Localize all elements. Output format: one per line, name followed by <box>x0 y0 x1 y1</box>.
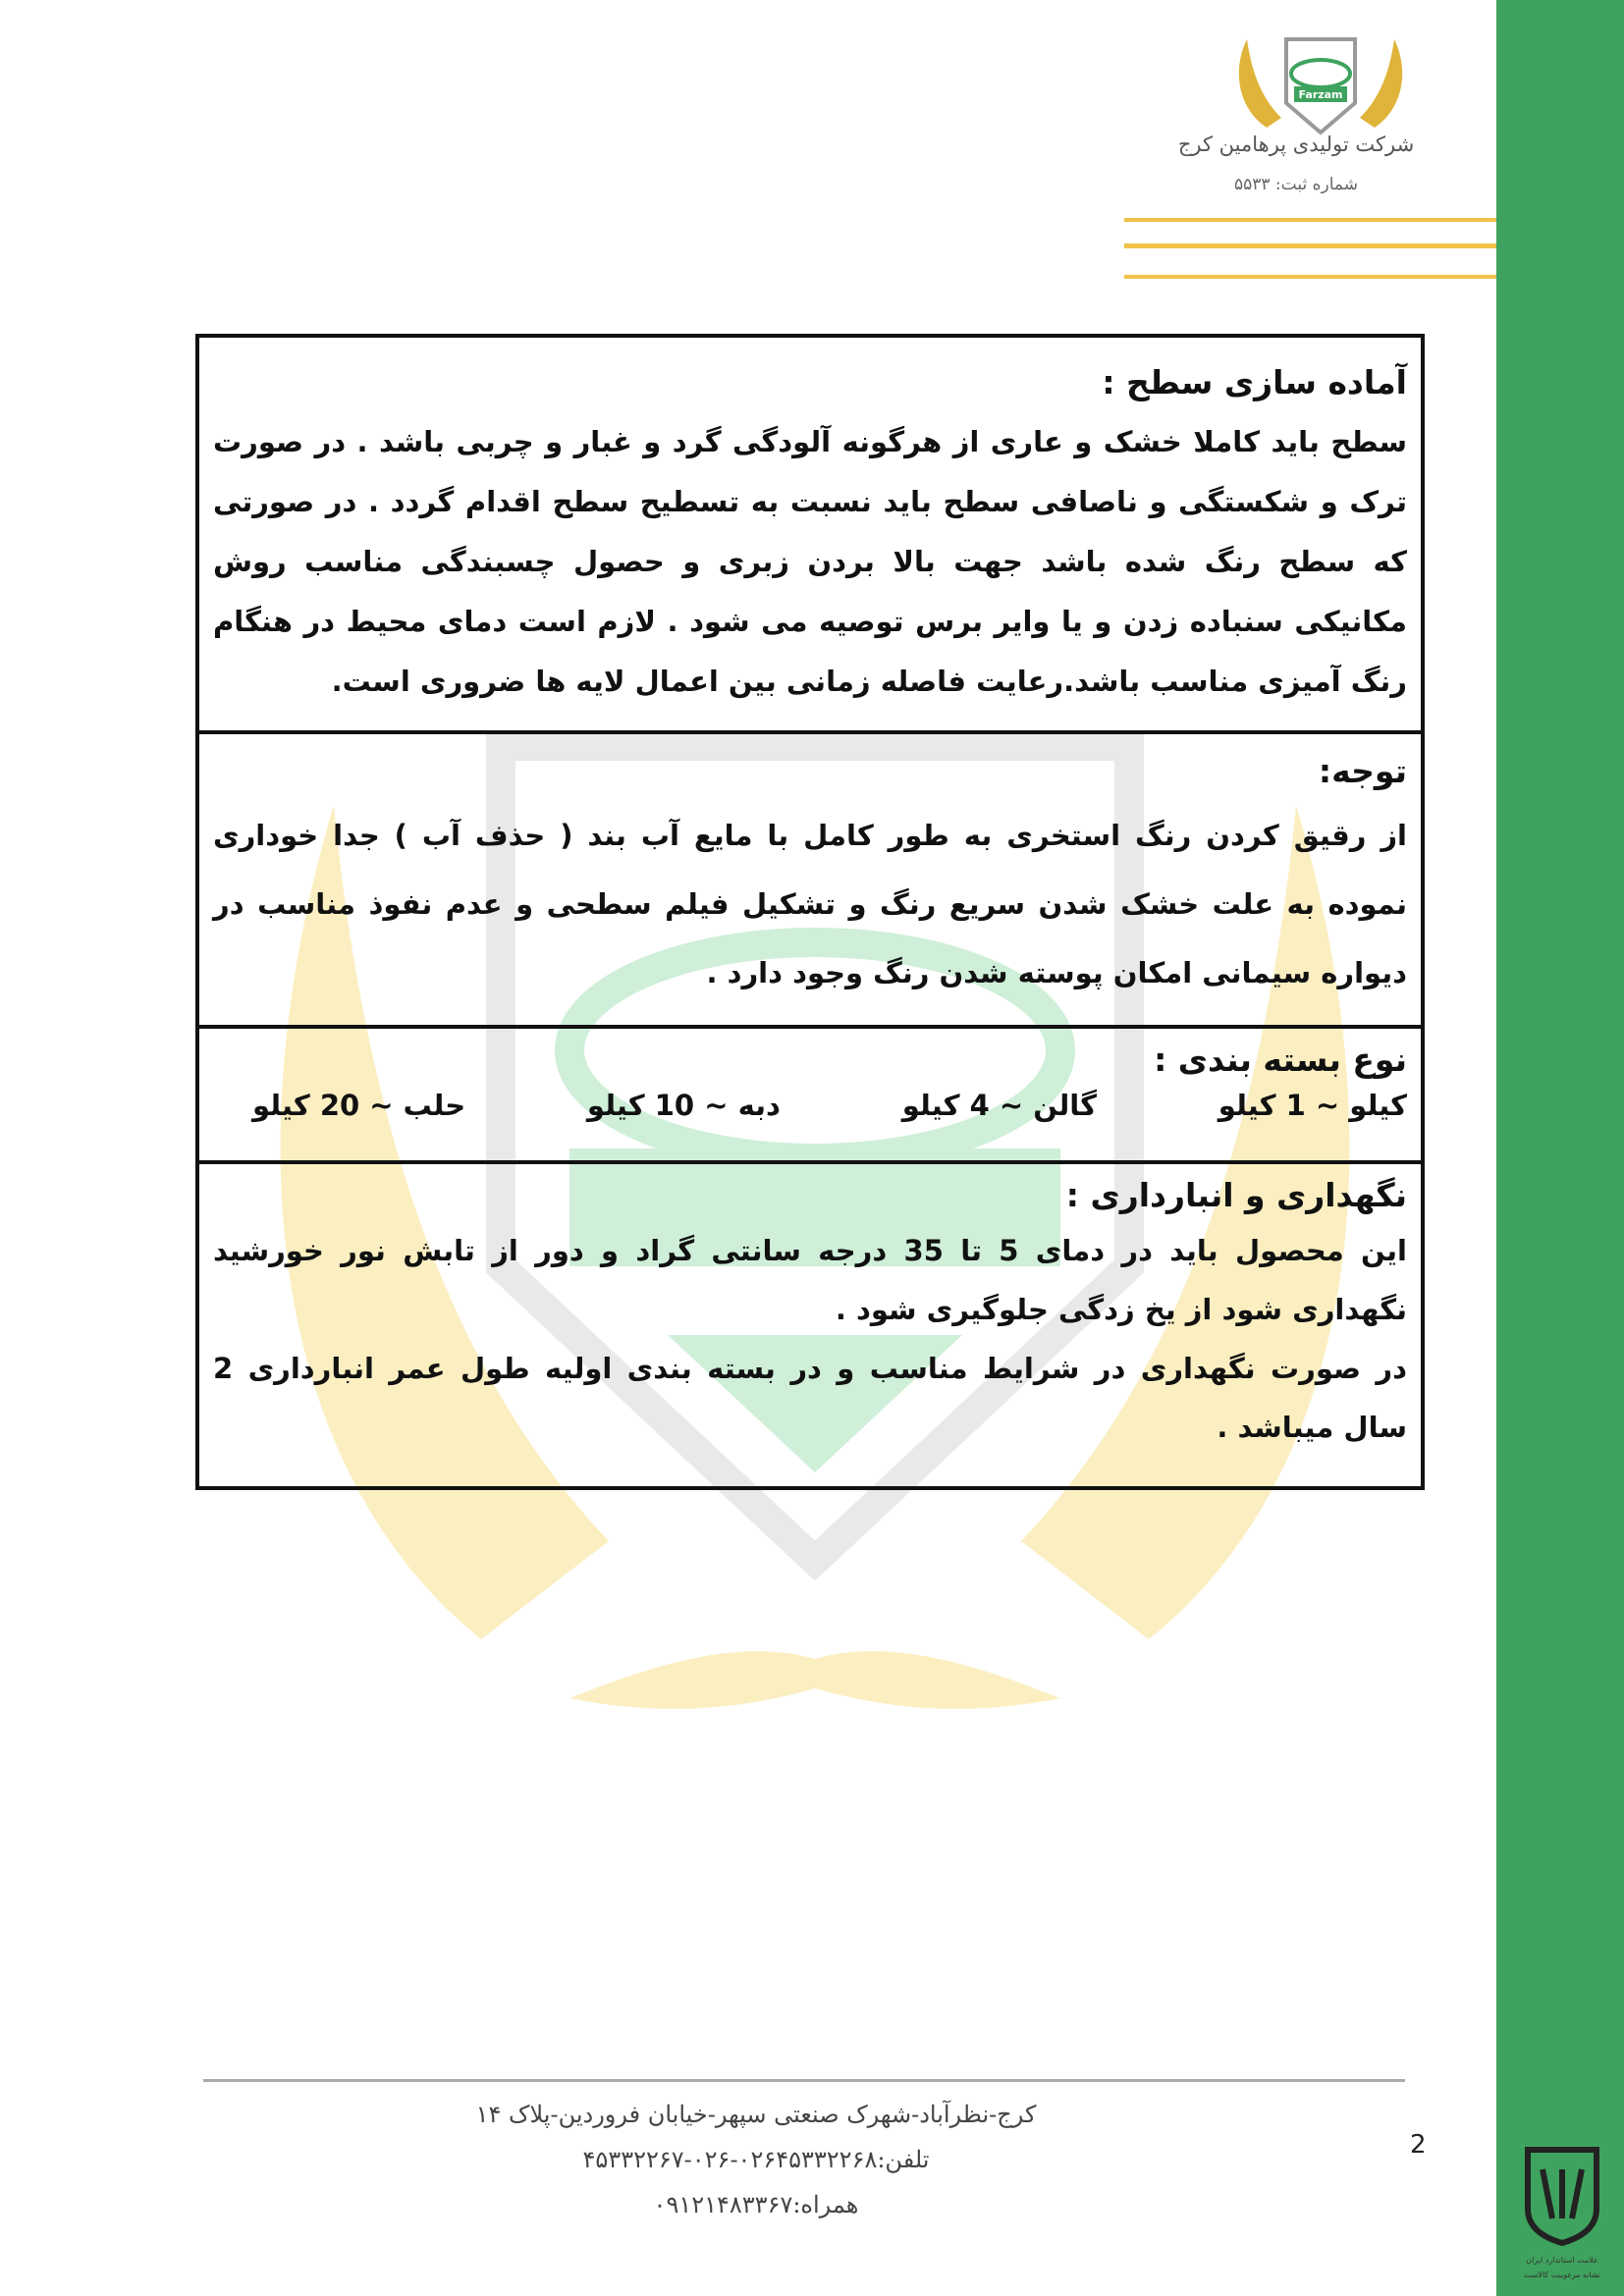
content-table <box>195 334 1425 1490</box>
storage-title: نگهداری و انبارداری : <box>1065 1176 1407 1214</box>
note-title: توجه: <box>1318 752 1407 790</box>
footer-address: کرج-نظرآباد-شهرک صنعتی سپهر-خیابان فروردین-پلاک ۱۴ <box>475 2101 1037 2128</box>
packaging-section <box>199 1037 1421 1127</box>
iran-standard-mark-icon <box>1518 2140 1606 2287</box>
packaging-item: دبه ~ 10 کیلو <box>586 1089 781 1122</box>
packaging-options <box>213 1084 1407 1127</box>
row-divider <box>199 1160 1421 1164</box>
note-section <box>199 742 1421 1007</box>
row-divider <box>199 730 1421 734</box>
surface-prep-title: آماده سازی سطح : <box>1102 363 1407 401</box>
side-accent-bar <box>1496 0 1624 2296</box>
surface-prep-section <box>199 353 1421 712</box>
standard-caption-1: علامت استاندارد ایران <box>1526 2256 1598 2265</box>
packaging-item: گالن ~ 4 کیلو <box>901 1089 1097 1122</box>
packaging-item: کیلو ~ 1 کیلو <box>1218 1089 1407 1122</box>
surface-prep-body: سطح باید کاملا خشک و عاری از هرگونه آلودگی گرد و غبار و چربی باشد . در صورت ترک و شکستگی و ناصافی سطح باید نسبت به تسطیح سطح اقدام گردد . در صورتی که سطح رنگ شده باشد جهت بالا بردن زبری و حصول چسبندگی مناسب روش مکانیکی سنباده زدن و یا وایر برس توصیه می شود . لازم است دمای محیط در هنگام رنگ آمیزی مناسب باشد.رعایت فاصله زمانی بین اعمال لایه ها ضروری است. <box>213 425 1407 698</box>
packaging-item: حلب ~ 20 کیلو <box>252 1089 466 1122</box>
header-divider-2 <box>1124 243 1496 248</box>
storage-body-2: در صورت نگهداری در شرایط مناسب و در بسته بندی اولیه طول عمر انبارداری 2 سال میباشد . <box>213 1352 1407 1444</box>
logo-text: Farzam <box>1298 88 1343 101</box>
header-divider-1 <box>1124 218 1496 222</box>
footer-divider <box>203 2079 1405 2082</box>
note-body: از رقیق کردن رنگ استخری به طور کامل با مایع آب بند ( حذف آب ) جدا خوداری نموده به علت خشک شدن سریع رنگ و تشکیل فیلم سطحی و عدم نفوذ مناسب در دیواره سیمانی امکان پوسته شدن رنگ وجود دارد . <box>213 819 1407 989</box>
packaging-title: نوع بسته بندی : <box>1154 1041 1407 1079</box>
standard-caption-2: نشانه مرغوبیت کالاست <box>1523 2270 1601 2279</box>
footer-phone: تلفن:۰۲۶۴۵۳۳۲۲۶۸-۰۲۶-۴۵۳۳۲۲۶۷ <box>582 2146 930 2173</box>
registration-number: شماره ثبت: ۵۵۳۳ <box>1234 175 1358 194</box>
company-name: شرکت تولیدی پرهامین کرج <box>1177 133 1415 156</box>
header-divider-3 <box>1124 275 1496 279</box>
row-divider <box>199 1025 1421 1029</box>
storage-section <box>199 1170 1421 1457</box>
storage-body-1: این محصول باید در دمای 5 تا 35 درجه سانتی گراد و دور از تابش نور خورشید نگهداری شود از یخ زدگی جلوگیری شود . <box>213 1234 1407 1326</box>
page-number: 2 <box>1410 2130 1427 2160</box>
footer-mobile: همراه:۰۹۱۲۱۴۸۳۳۶۷ <box>653 2191 859 2218</box>
